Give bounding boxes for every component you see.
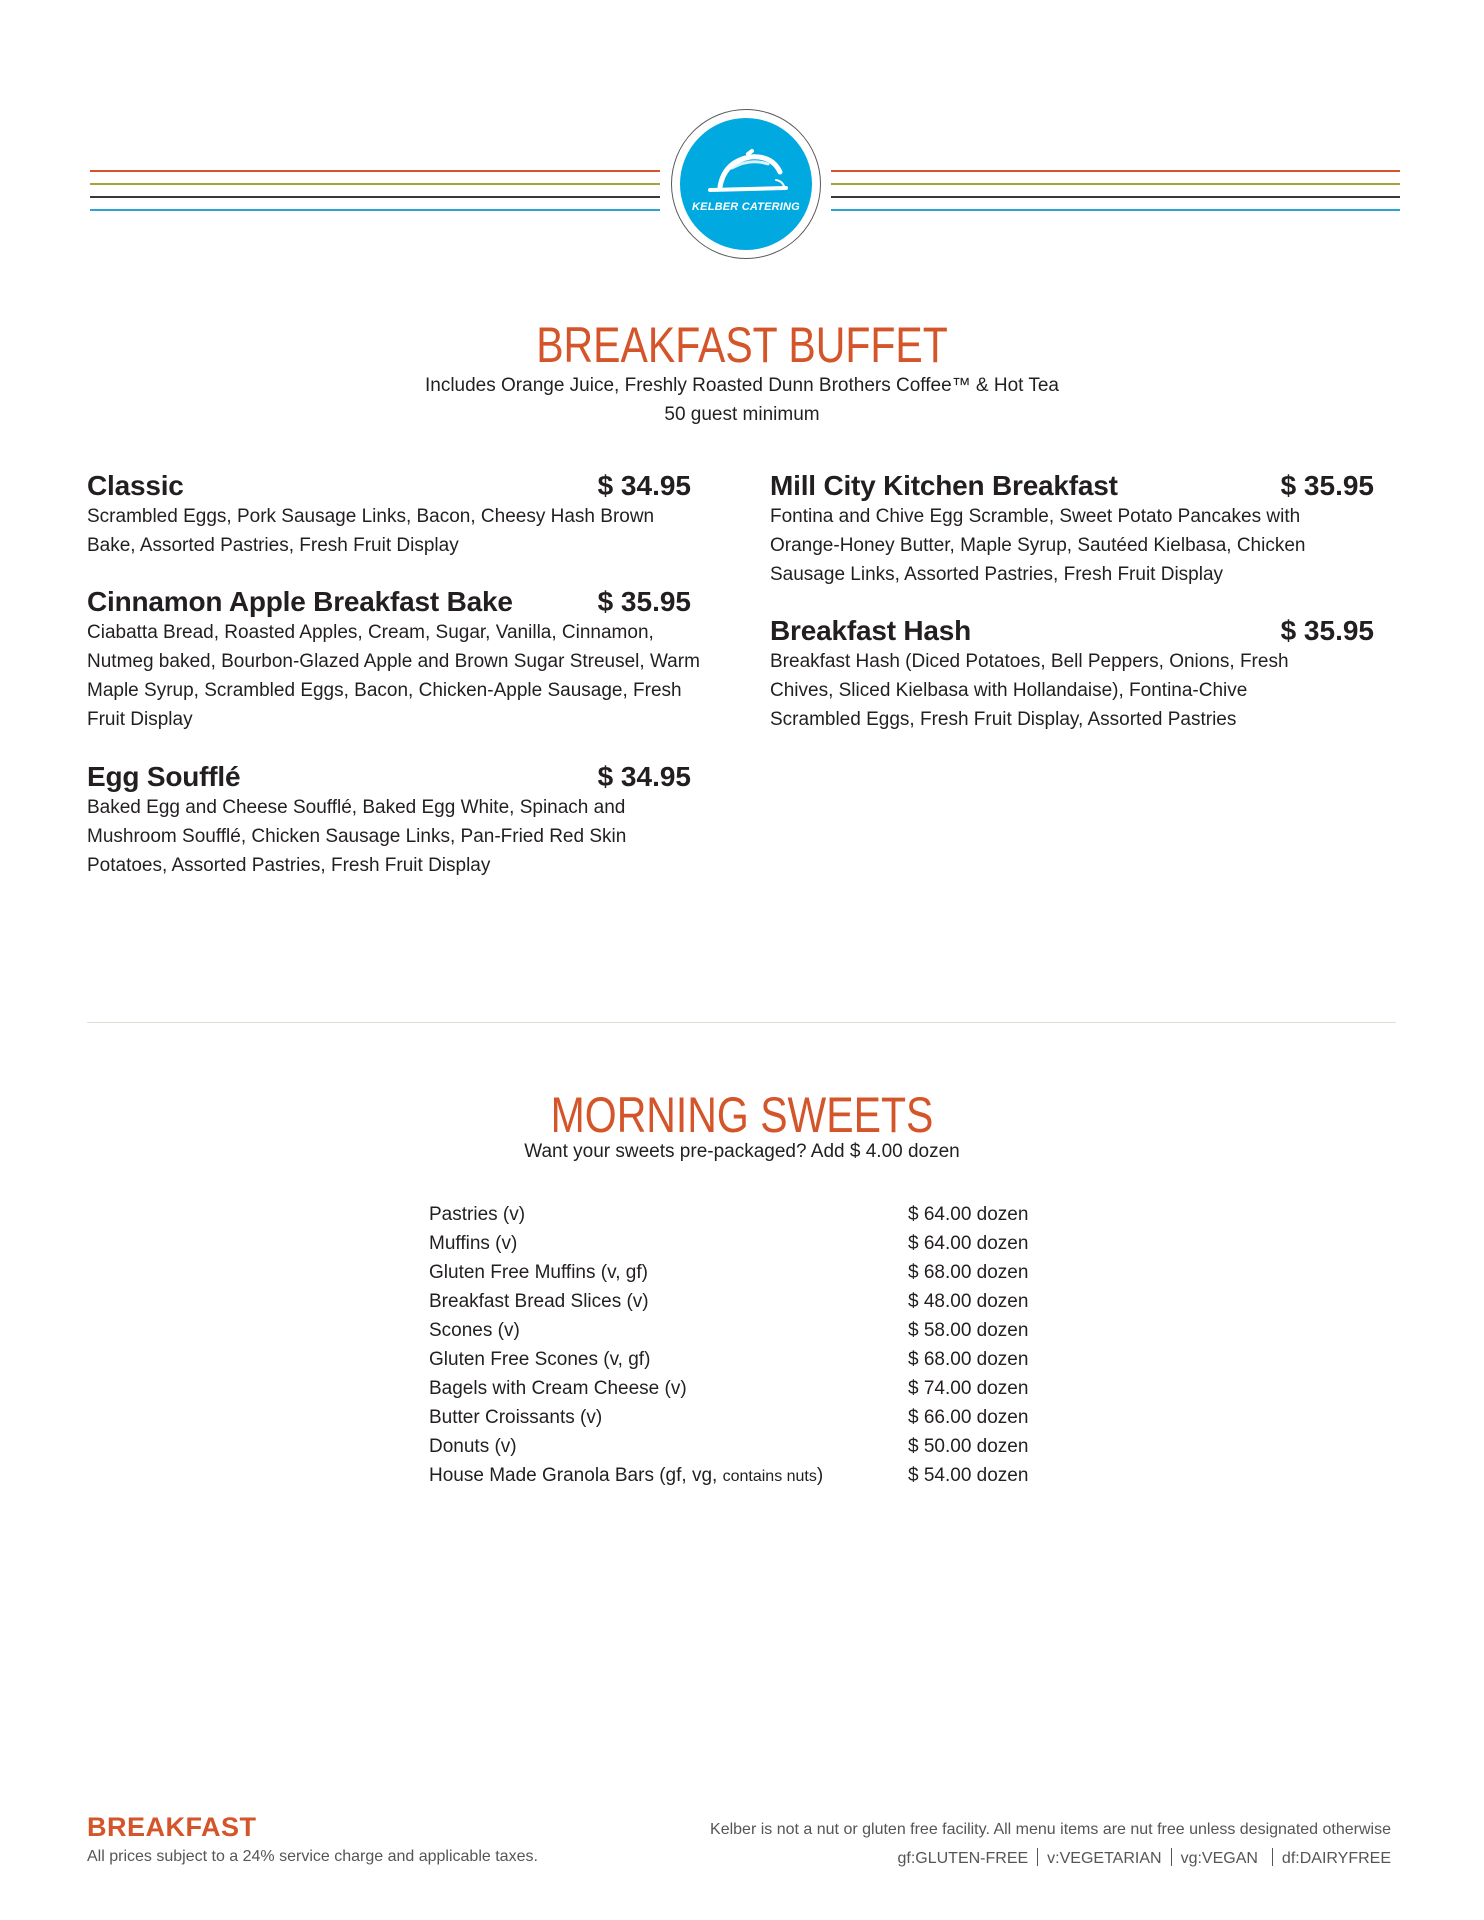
sweet-price: $ 48.00 dozen bbox=[908, 1291, 1029, 1312]
legend-item: df:DAIRYFREE bbox=[1281, 1850, 1391, 1867]
sweets-subtitle: Want your sweets pre-packaged? Add $ 4.00 dozen bbox=[524, 1141, 960, 1162]
buffet-minimum: 50 guest minimum bbox=[664, 404, 820, 425]
section-divider bbox=[87, 1022, 1396, 1023]
item-name: Egg Soufflé bbox=[87, 761, 241, 792]
item-header bbox=[770, 470, 1372, 504]
item-header bbox=[87, 586, 689, 620]
menu-item-egg-souffle bbox=[87, 761, 689, 880]
legend-separator bbox=[1037, 1848, 1038, 1866]
sweet-price: $ 58.00 dozen bbox=[908, 1320, 1029, 1341]
sweet-price: $ 74.00 dozen bbox=[908, 1378, 1029, 1399]
menu-item-classic bbox=[87, 470, 689, 560]
header-stripes-right bbox=[831, 170, 1400, 214]
sweet-name: Scones (v) bbox=[429, 1320, 520, 1341]
sweet-name: Bagels with Cream Cheese (v) bbox=[429, 1378, 687, 1399]
sweet-name: Muffins (v) bbox=[429, 1233, 518, 1254]
item-price: $ 35.95 bbox=[597, 586, 691, 617]
facility-note: Kelber is not a nut or gluten free facility. All menu items are nut free unless designated otherwise bbox=[710, 1821, 1391, 1838]
stripe-olive bbox=[831, 183, 1400, 185]
item-price: $ 35.95 bbox=[1280, 470, 1374, 501]
menu-item-mill-city-kitchen-breakfast bbox=[770, 470, 1372, 589]
stripe-orange bbox=[831, 170, 1400, 172]
list-item bbox=[429, 1262, 1069, 1291]
logo-badge bbox=[680, 118, 812, 250]
item-description: Scrambled Eggs, Pork Sausage Links, Bacon, Cheesy Hash Brown Bake, Assorted Pastries, Fresh Fruit Display bbox=[87, 506, 655, 556]
dietary-legend bbox=[897, 1848, 1391, 1868]
menu-item-breakfast-hash bbox=[770, 615, 1372, 734]
legend-separator bbox=[1171, 1848, 1172, 1866]
list-item bbox=[429, 1233, 1069, 1262]
item-name: Classic bbox=[87, 470, 184, 501]
menu-item-cinnamon-apple-breakfast-bake bbox=[87, 586, 700, 734]
stripe-blue bbox=[90, 209, 660, 211]
item-description: Fontina and Chive Egg Scramble, Sweet Potato Pancakes with Orange-Honey Butter, Maple Syrup, Sautéed Kielbasa, Chicken Sausage Links, Assorted Pastries, Fresh Fruit Display bbox=[770, 506, 1306, 585]
cloche-icon bbox=[680, 118, 812, 250]
sweet-name: Gluten Free Muffins (v, gf) bbox=[429, 1262, 648, 1283]
sweet-price: $ 54.00 dozen bbox=[908, 1465, 1029, 1486]
list-item bbox=[429, 1436, 1069, 1465]
list-item bbox=[429, 1291, 1069, 1320]
service-charge-note: All prices subject to a 24% service charge and applicable taxes. bbox=[87, 1848, 538, 1865]
logo-wordmark: KELBER CATERING bbox=[692, 201, 800, 213]
sweet-name: Donuts (v) bbox=[429, 1436, 517, 1457]
buffet-subtitle: Includes Orange Juice, Freshly Roasted Dunn Brothers Coffee™ & Hot Tea bbox=[424, 375, 1059, 396]
sweet-price: $ 68.00 dozen bbox=[908, 1349, 1029, 1370]
kelber-catering-logo bbox=[671, 109, 821, 259]
item-name: Breakfast Hash bbox=[770, 615, 972, 646]
item-price: $ 34.95 bbox=[597, 761, 691, 792]
sweet-allergen-note: contains nuts bbox=[722, 1468, 817, 1485]
sweet-name: Gluten Free Scones (v, gf) bbox=[429, 1349, 651, 1370]
list-item bbox=[429, 1407, 1069, 1436]
list-item bbox=[429, 1204, 1069, 1233]
sweet-price: $ 64.00 dozen bbox=[908, 1233, 1029, 1254]
sweet-price: $ 66.00 dozen bbox=[908, 1407, 1029, 1428]
item-description: Breakfast Hash (Diced Potatoes, Bell Peppers, Onions, Fresh Chives, Sliced Kielbasa with Hollandaise), Fontina-Chive Scrambled Eggs, Fresh Fruit Display, Assorted Pastries bbox=[770, 651, 1289, 730]
item-description: Ciabatta Bread, Roasted Apples, Cream, Sugar, Vanilla, Cinnamon, Nutmeg baked, Bourbon-Glazed Apple and Brown Sugar Streusel, Warm Maple Syrup, Scrambled Eggs, Bacon, Chicken-Apple Sausage, Fresh Fruit Display bbox=[87, 622, 700, 730]
sweet-price: $ 50.00 dozen bbox=[908, 1436, 1029, 1457]
stripe-dark bbox=[831, 196, 1400, 198]
sweets-list bbox=[429, 1204, 1069, 1494]
sweet-price: $ 68.00 dozen bbox=[908, 1262, 1029, 1283]
item-name: Cinnamon Apple Breakfast Bake bbox=[87, 586, 513, 617]
sweet-name: Pastries (v) bbox=[429, 1204, 526, 1225]
item-price: $ 34.95 bbox=[597, 470, 691, 501]
item-description: Baked Egg and Cheese Soufflé, Baked Egg White, Spinach and Mushroom Soufflé, Chicken Sausage Links, Pan-Fried Red Skin Potatoes, Assorted Pastries, Fresh Fruit Display bbox=[87, 797, 627, 876]
sweet-name-with-note bbox=[429, 1465, 823, 1487]
item-header bbox=[87, 470, 689, 504]
legend-item: v:VEGETARIAN bbox=[1047, 1850, 1162, 1867]
item-header bbox=[87, 761, 689, 795]
stripe-orange bbox=[90, 170, 660, 172]
list-item bbox=[429, 1465, 1069, 1494]
sweet-name: Breakfast Bread Slices (v) bbox=[429, 1291, 649, 1312]
legend-item: gf:GLUTEN-FREE bbox=[897, 1850, 1029, 1867]
sweet-name-suffix: ) bbox=[816, 1465, 824, 1486]
item-price: $ 35.95 bbox=[1280, 615, 1374, 646]
stripe-blue bbox=[831, 209, 1400, 211]
list-item bbox=[429, 1378, 1069, 1407]
stripe-olive bbox=[90, 183, 660, 185]
morning-sweets-title: MORNING SWEETS bbox=[550, 1087, 934, 1143]
list-item bbox=[429, 1320, 1069, 1349]
sweet-price: $ 64.00 dozen bbox=[908, 1204, 1029, 1225]
breakfast-buffet-title: BREAKFAST BUFFET bbox=[536, 317, 948, 373]
item-name: Mill City Kitchen Breakfast bbox=[770, 470, 1118, 501]
sweet-name: House Made Granola Bars (gf, vg, bbox=[429, 1465, 723, 1486]
legend-item: vg:VEGAN bbox=[1180, 1850, 1258, 1867]
item-header bbox=[770, 615, 1372, 649]
stripe-dark bbox=[90, 196, 660, 198]
footer-title: BREAKFAST bbox=[87, 1812, 257, 1842]
legend-separator bbox=[1272, 1848, 1273, 1866]
sweet-name: Butter Croissants (v) bbox=[429, 1407, 603, 1428]
list-item bbox=[429, 1349, 1069, 1378]
header-stripes-left bbox=[90, 170, 660, 214]
